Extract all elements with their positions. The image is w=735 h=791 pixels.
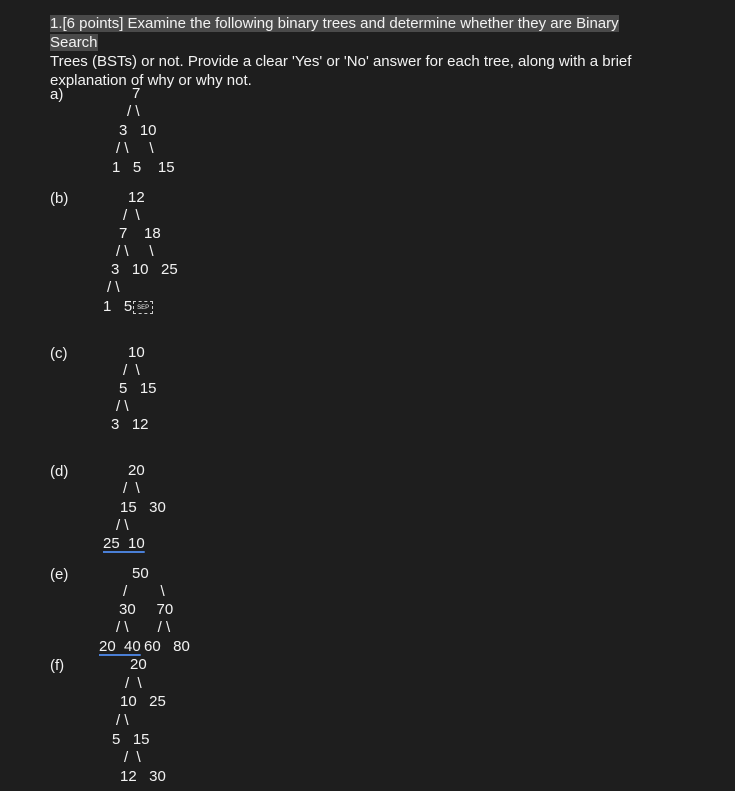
tree-e-line: 60 80 [144, 638, 190, 655]
tree-f-line: / \ [124, 749, 141, 766]
question-line-3: explanation of why or why not. [50, 72, 252, 89]
tree-d-line: 25 10 [103, 535, 145, 552]
tree-c-line: 5 15 [119, 380, 157, 397]
tree-a-line: / \ \ [116, 140, 154, 157]
tree-b-line: / \ [123, 207, 140, 224]
tree-a-line: 7 [132, 85, 141, 102]
tree-a-label: a) [50, 86, 64, 103]
tree-d-line: 15 30 [120, 499, 166, 516]
tree-e-line: 20 40 [99, 638, 141, 655]
tree-a-line: / \ [127, 103, 140, 120]
tree-a-line: 1 5 15 [112, 159, 175, 176]
tree-f-line: 10 25 [120, 693, 166, 710]
tree-b-line: 3 10 25 [111, 261, 178, 278]
tree-d-label: (d) [50, 463, 69, 480]
question-text [50, 14, 670, 90]
tree-d-line: / \ [116, 517, 129, 534]
tree-e-line: / \ / \ [116, 619, 171, 636]
tree-c-line: / \ [116, 398, 129, 415]
tree-f-line: 20 [130, 656, 147, 673]
tree-f-line: 5 15 [112, 731, 150, 748]
tree-e-label: (e) [50, 566, 69, 583]
tree-a-line: 3 10 [119, 122, 157, 139]
sep-marker: SEP [133, 301, 153, 314]
tree-d-line: 20 [128, 462, 145, 479]
tree-e-line: 50 [132, 565, 149, 582]
tree-e-line: / \ [123, 583, 165, 600]
tree-f-label: (f) [50, 657, 65, 674]
tree-b-line-last: 1 5 SEP [103, 298, 153, 316]
tree-d-line: / \ [123, 480, 140, 497]
tree-f-line: / \ [116, 712, 129, 729]
tree-e-line: 30 70 [119, 601, 174, 618]
tree-b-line: / \ \ [116, 243, 154, 260]
question-line-1: 1.[6 points] Examine the following binary trees and determine whether they are Binary Search [50, 15, 619, 51]
question-line-2: Trees (BSTs) or not. Provide a clear 'Yes' or 'No' answer for each tree, along with a brief [50, 53, 632, 70]
tree-f-line: 12 30 [120, 768, 166, 785]
tree-b-label: (b) [50, 190, 69, 207]
tree-c-label: (c) [50, 345, 68, 362]
tree-b-line: / \ [107, 279, 120, 296]
tree-f-line: / \ [125, 675, 142, 692]
tree-c-line: 10 [128, 344, 145, 361]
tree-b-line: 7 18 [119, 225, 161, 242]
tree-c-line: / \ [123, 362, 140, 379]
tree-b-line: 12 [128, 189, 145, 206]
tree-c-line: 3 12 [111, 416, 149, 433]
